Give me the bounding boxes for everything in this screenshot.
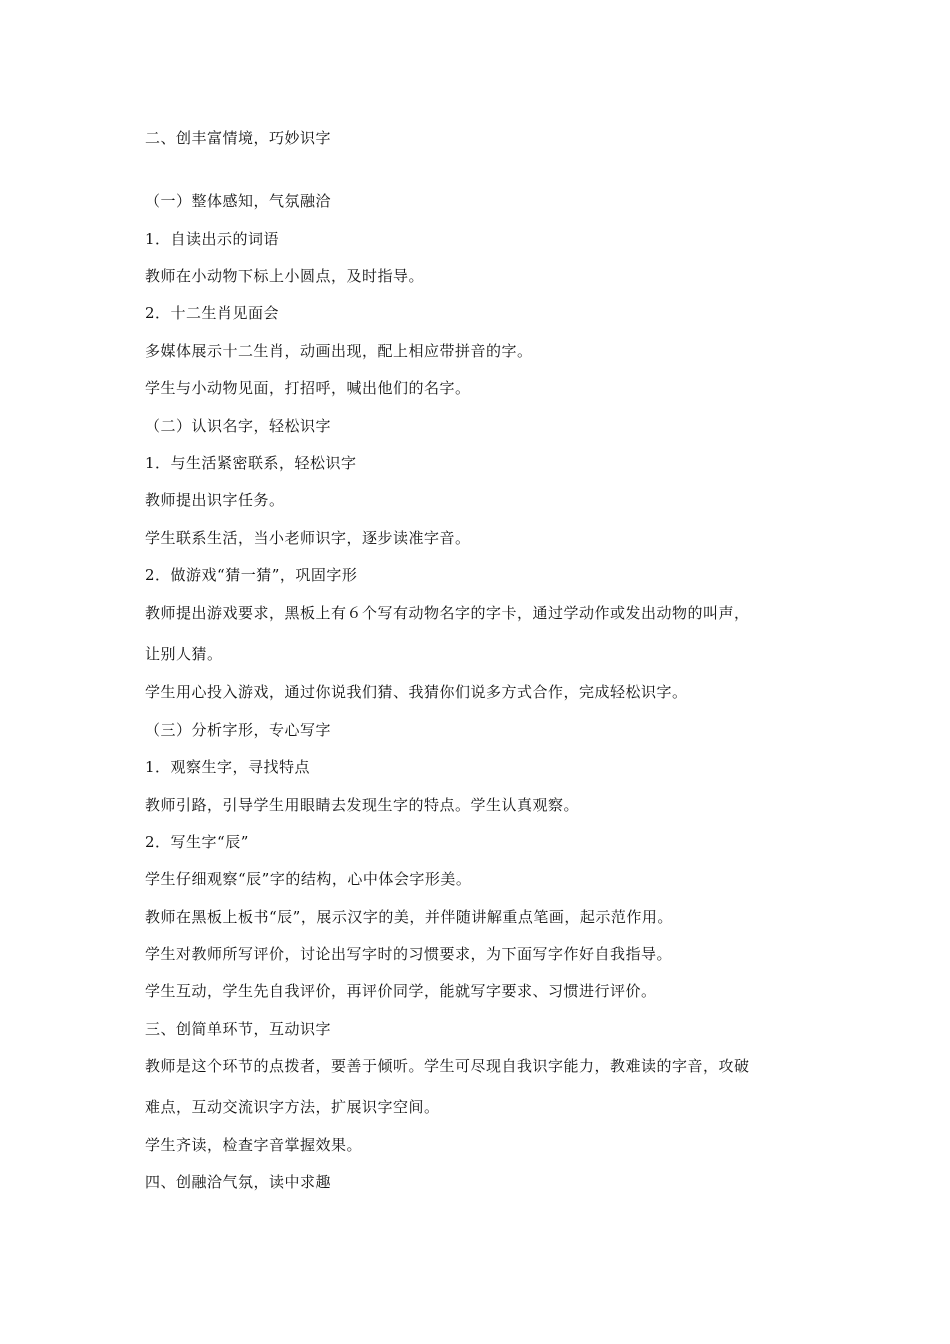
subsection-1-heading: （一）整体感知，气氛融洽 bbox=[145, 192, 332, 210]
paragraph: 学生对教师所写评价，讨论出写字时的习惯要求，为下面写字作好自我指导。 bbox=[145, 945, 673, 963]
paragraph-continuation: 难点，互动交流识字方法，扩展识字空间。 bbox=[145, 1098, 440, 1116]
paragraph: 教师引路，引导学生用眼睛去发现生字的特点。学生认真观察。 bbox=[145, 796, 580, 814]
paragraph: 学生齐读，检查字音掌握效果。 bbox=[145, 1136, 363, 1154]
paragraph: 教师是这个环节的点拨者，要善于倾听。学生可尽现自我识字能力，教难读的字音，攻破 bbox=[145, 1057, 750, 1075]
paragraph: 学生与小动物见面，打招呼，喊出他们的名字。 bbox=[145, 379, 471, 397]
paragraph: 学生互动，学生先自我评价，再评价同学，能就写字要求、习惯进行评价。 bbox=[145, 982, 657, 1000]
section-3-heading: 三、创简单环节，互动识字 bbox=[145, 1020, 332, 1038]
list-item-heading: 2．十二生肖见面会 bbox=[145, 304, 280, 322]
section-2-heading: 二、创丰富情境，巧妙识字 bbox=[145, 129, 332, 147]
list-item-heading: 1．自读出示的词语 bbox=[145, 230, 280, 248]
paragraph: 教师在小动物下标上小圆点，及时指导。 bbox=[145, 267, 425, 285]
paragraph: 学生仔细观察“辰”字的结构，心中体会字形美。 bbox=[145, 870, 472, 888]
paragraph-continuation: 让别人猜。 bbox=[145, 645, 223, 663]
paragraph: 教师在黑板上板书“辰”，展示汉字的美，并伴随讲解重点笔画，起示范作用。 bbox=[145, 908, 673, 926]
paragraph: 教师提出游戏要求，黑板上有６个写有动物名字的字卡，通过学动作或发出动物的叫声， bbox=[145, 604, 750, 622]
list-item-heading: 2．做游戏“猜一猜”，巩固字形 bbox=[145, 566, 358, 584]
paragraph: 学生联系生活，当小老师识字，逐步读准字音。 bbox=[145, 529, 471, 547]
list-item-heading: 1．观察生字，寻找特点 bbox=[145, 758, 311, 776]
subsection-2-heading: （二）认识名字，轻松识字 bbox=[145, 417, 332, 435]
paragraph: 多媒体展示十二生肖，动画出现，配上相应带拼音的字。 bbox=[145, 342, 533, 360]
list-item-heading: 2．写生字“辰” bbox=[145, 833, 249, 851]
subsection-3-heading: （三）分析字形，专心写字 bbox=[145, 721, 332, 739]
paragraph: 教师提出识字任务。 bbox=[145, 491, 285, 509]
list-item-heading: 1．与生活紧密联系，轻松识字 bbox=[145, 454, 357, 472]
paragraph: 学生用心投入游戏，通过你说我们猜、我猜你们说多方式合作，完成轻松识字。 bbox=[145, 683, 688, 701]
section-4-heading: 四、创融洽气氛，读中求趣 bbox=[145, 1173, 332, 1191]
